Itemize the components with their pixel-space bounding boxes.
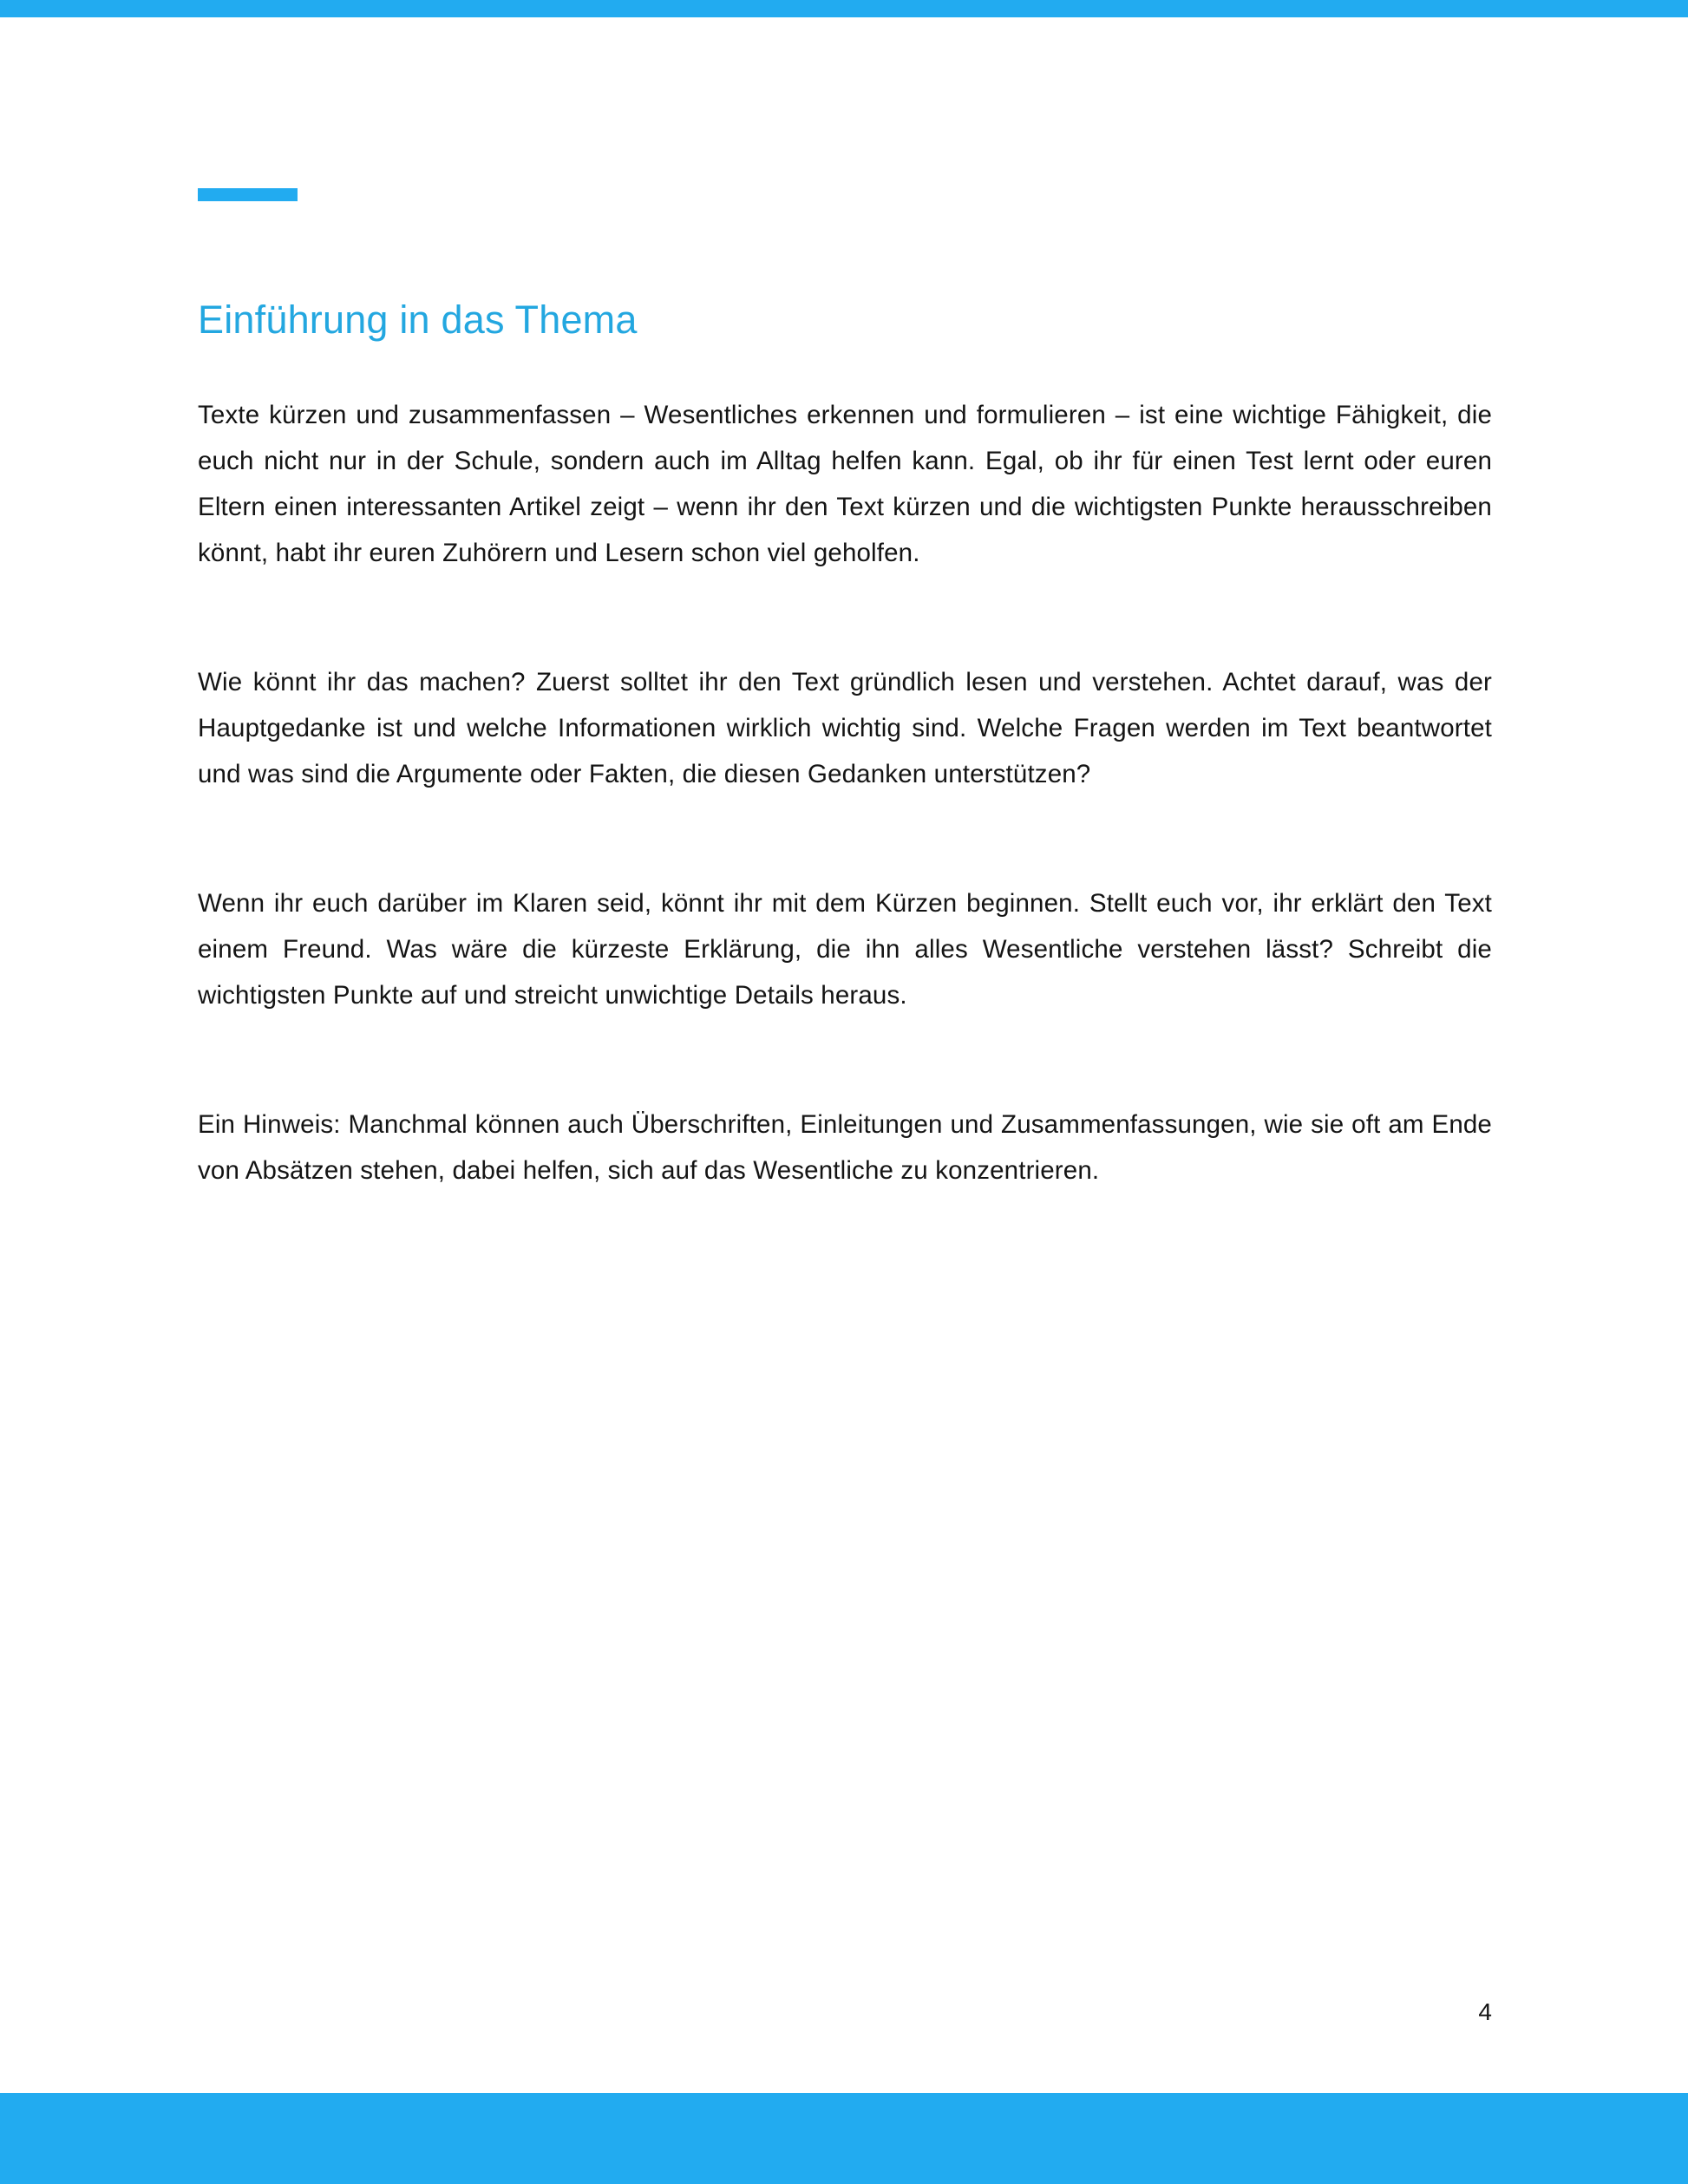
accent-dash-icon — [198, 188, 298, 201]
paragraph-shortening: Wenn ihr euch darüber im Klaren seid, könnt ihr mit dem Kürzen beginnen. Stellt euch vor, ihr erklärt den Text einem Freund. Was wäre die kürzeste Erklärung, die ihn alles Wesentliche verstehen lässt? Schreibt die wichtigsten Punkte auf und streicht unwichtige Details heraus. — [198, 889, 1492, 1010]
top-accent-bar — [0, 0, 1688, 17]
bottom-accent-bar — [0, 2093, 1688, 2184]
paragraph-method: Wie könnt ihr das machen? Zuerst solltet ihr den Text gründlich lesen und verstehen. Achtet darauf, was der Hauptgedanke ist und welche Informationen wirklich wichtig sind. Welche Fragen werden im Text beantwortet und was sind die Argumente oder Fakten, die diesen Gedanken unterstützen? — [198, 668, 1492, 788]
page-title: Einführung in das Thema — [198, 298, 638, 342]
paragraph-hint: Ein Hinweis: Manchmal können auch Überschriften, Einleitungen und Zusammenfassungen, wie sie oft am Ende von Absätzen stehen, dabei helfen, sich auf das Wesentliche zu konzentrieren. — [198, 1110, 1492, 1185]
body-copy — [198, 392, 1492, 1193]
paragraph-intro: Texte kürzen und zusammenfassen – Wesentliches erkennen und formulieren – ist eine wichtige Fähigkeit, die euch nicht nur in der Schule, sondern auch im Alltag helfen kann. Egal, ob ihr für einen Test lernt oder euren Eltern einen interessanten Artikel zeigt – wenn ihr den Text kürzen und die wichtigsten Punkte herausschreiben könnt, habt ihr euren Zuhörern und Lesern schon viel geholfen. — [198, 401, 1492, 567]
page-number: 4 — [1478, 1998, 1492, 2025]
